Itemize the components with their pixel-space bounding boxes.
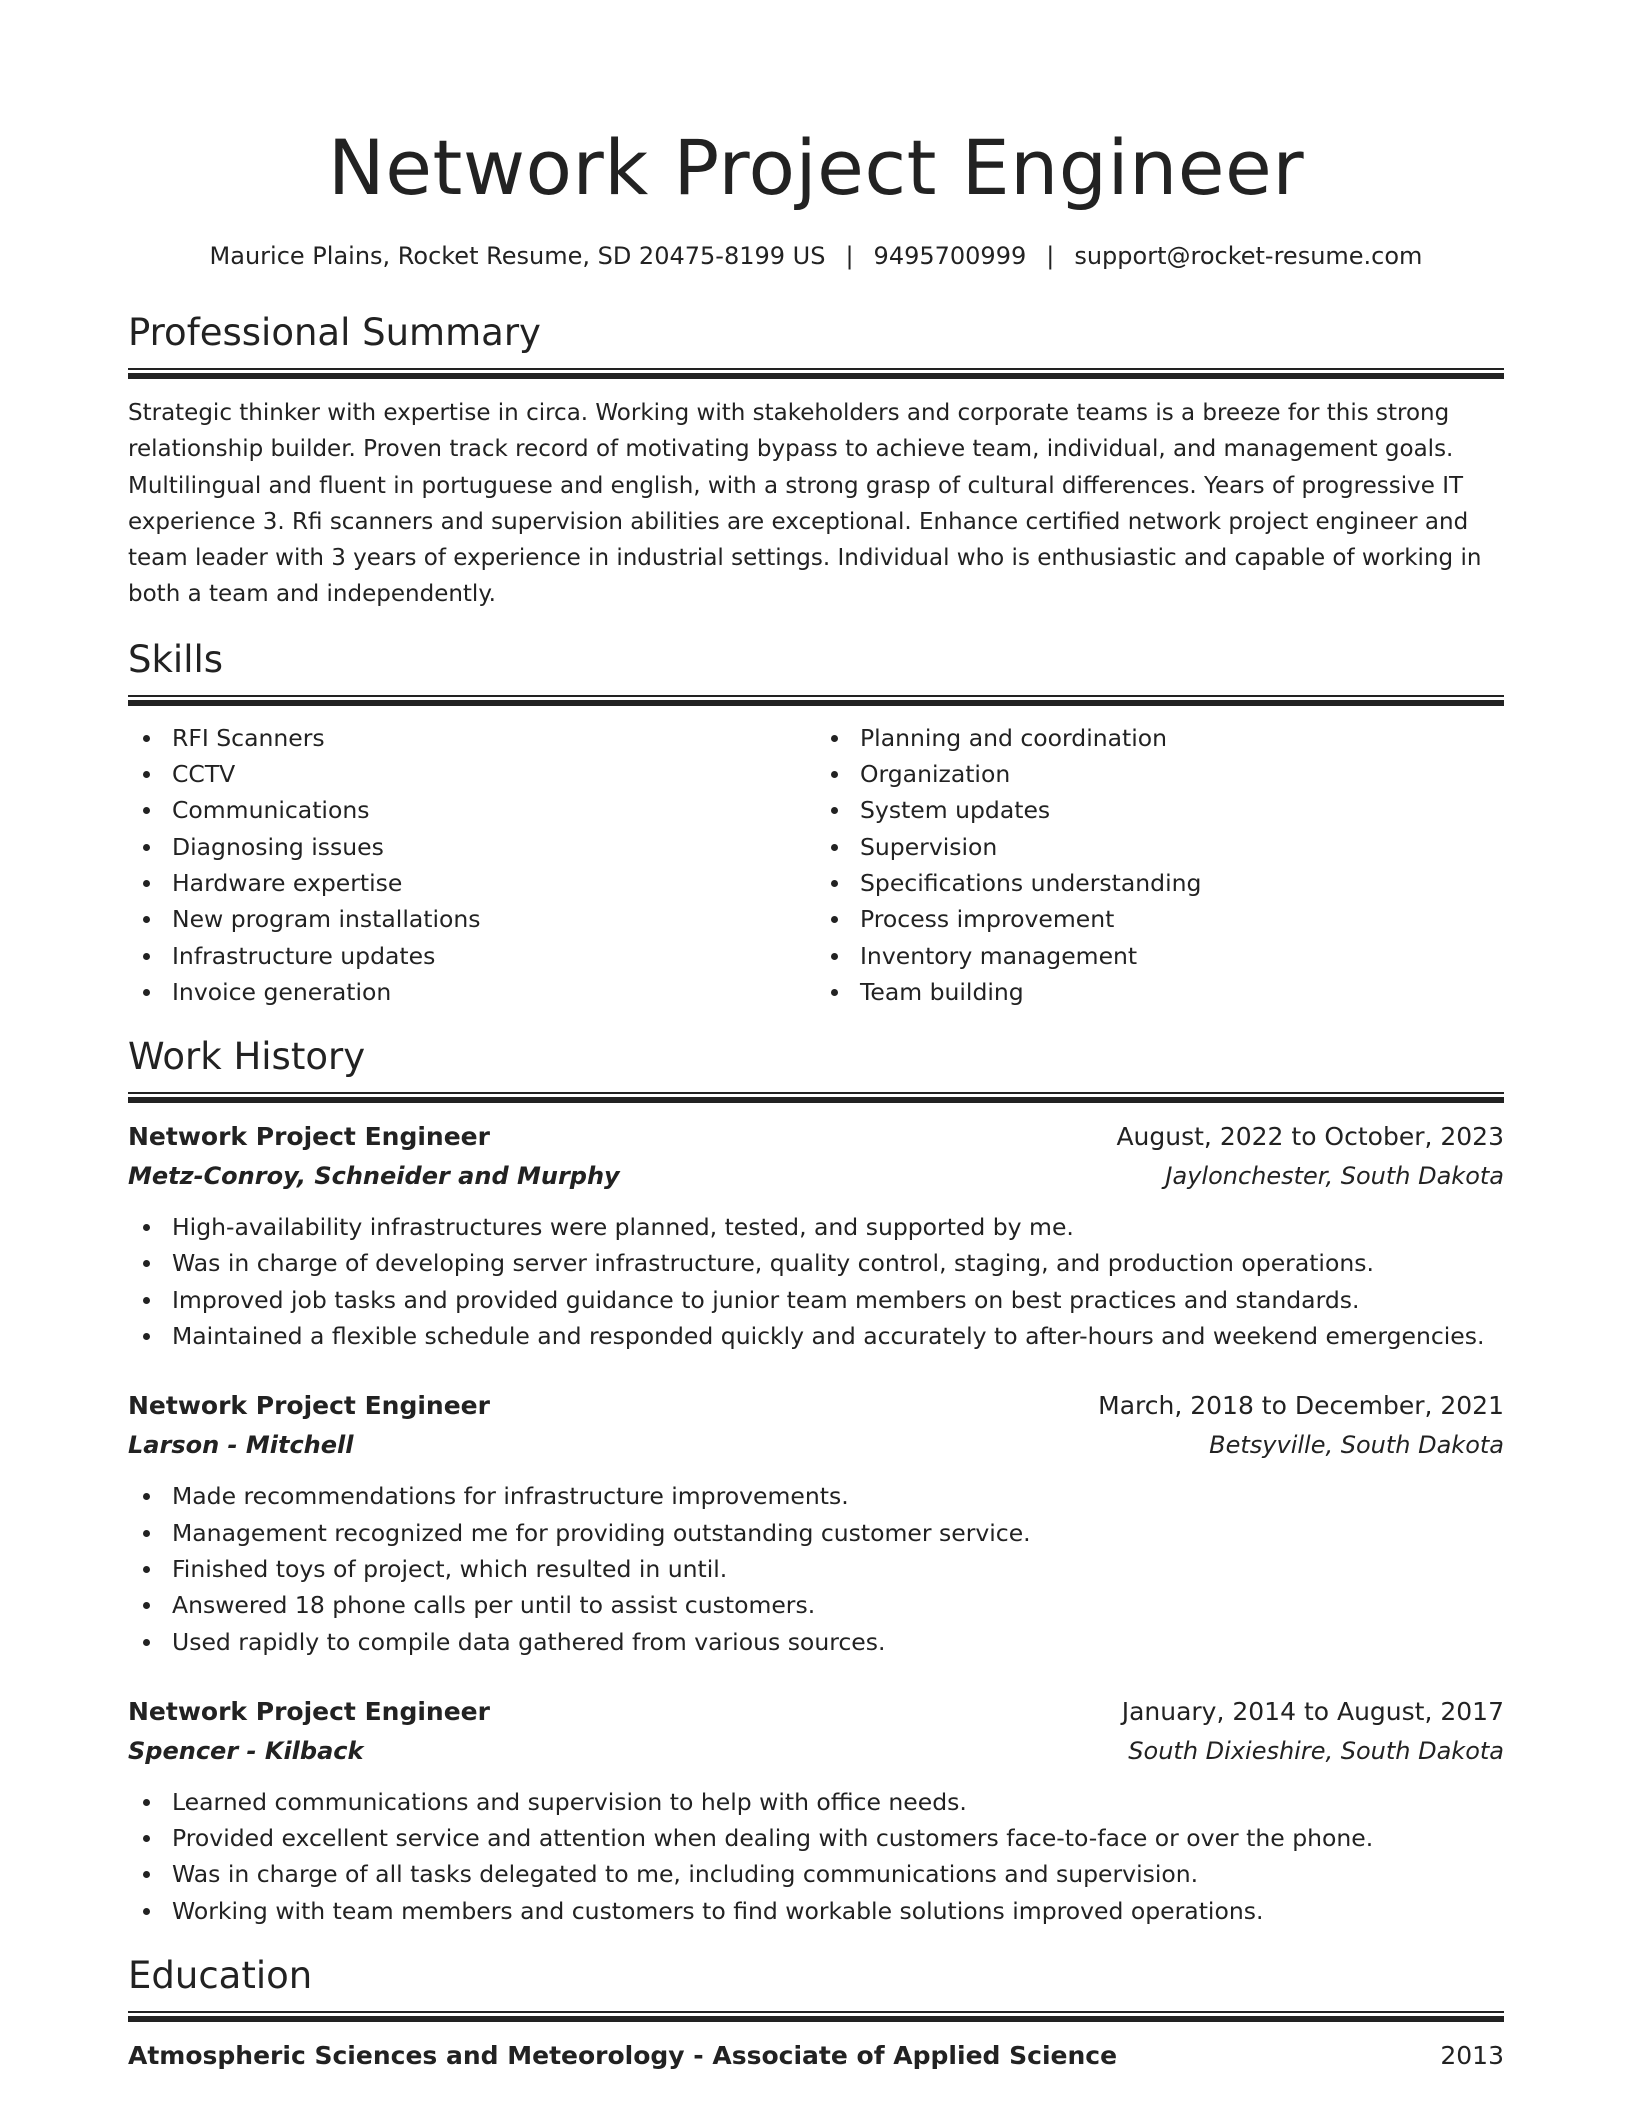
skill-item: New program installations bbox=[172, 901, 816, 937]
skill-item: Hardware expertise bbox=[172, 865, 816, 901]
job-header-row bbox=[128, 1117, 1504, 1157]
job-location: Betsyville, South Dakota bbox=[1209, 1431, 1504, 1460]
job-company: Metz-Conroy, Schneider and Murphy bbox=[128, 1162, 620, 1191]
job-bullets bbox=[128, 1478, 1504, 1659]
job-bullet: Learned communications and supervision to help with office needs. bbox=[172, 1784, 1504, 1820]
section-divider bbox=[128, 1092, 1504, 1103]
skill-item: Inventory management bbox=[860, 938, 1504, 974]
skill-item: Diagnosing issues bbox=[172, 829, 816, 865]
resume-title: Network Project Engineer bbox=[327, 123, 1305, 212]
job-title: Network Project Engineer bbox=[128, 1391, 490, 1421]
job-subheader-row bbox=[128, 1426, 1504, 1464]
skills-heading: Skills bbox=[128, 637, 224, 681]
job-entry bbox=[128, 1117, 1504, 1354]
job-company: Spencer - Kilback bbox=[128, 1736, 364, 1765]
skill-item: Supervision bbox=[860, 829, 1504, 865]
job-title: Network Project Engineer bbox=[128, 1696, 490, 1726]
contact-email: support@rocket-resume.com bbox=[1074, 242, 1423, 270]
job-bullets bbox=[128, 1209, 1504, 1354]
section-divider bbox=[128, 368, 1504, 379]
education-entry bbox=[128, 2036, 1504, 2076]
job-entry bbox=[128, 1692, 1504, 1929]
summary-heading: Professional Summary bbox=[128, 311, 541, 354]
section-divider bbox=[128, 2011, 1504, 2022]
skill-item: Specifications understanding bbox=[860, 865, 1504, 901]
job-subheader-row bbox=[128, 1157, 1504, 1195]
education-heading: Education bbox=[128, 1954, 313, 1998]
job-bullets bbox=[128, 1784, 1504, 1929]
skill-item: CCTV bbox=[172, 756, 816, 792]
skill-item: Invoice generation bbox=[172, 974, 816, 1010]
contact-line bbox=[128, 240, 1504, 272]
skills-grid bbox=[128, 720, 1504, 1010]
job-bullet: Working with team members and customers to find workable solutions improved operations. bbox=[172, 1893, 1504, 1929]
work-history-heading: Work History bbox=[128, 1035, 366, 1079]
job-bullet: Used rapidly to compile data gathered from various sources. bbox=[172, 1624, 1504, 1660]
job-bullet: Maintained a flexible schedule and responded quickly and accurately to after-hours and weekend emergencies. bbox=[172, 1318, 1504, 1354]
section-divider bbox=[128, 695, 1504, 706]
job-bullet: Improved job tasks and provided guidance to junior team members on best practices and standards. bbox=[172, 1282, 1504, 1318]
contact-separator: | bbox=[845, 242, 854, 270]
job-header-row bbox=[128, 1386, 1504, 1426]
summary-text: Strategic thinker with expertise in circa. Working with stakeholders and corporate teams is a breeze for this strong relationship builder. Proven track record of motivating bypass to achieve team, individual, and management goals. Multilingual and fluent in portuguese and english, with a strong grasp of cultural differences. Years of progressive IT experience 3. Rfi scanners and supervision abilities are exceptional. Enhance certified network project engineer and team leader with 3 years of experience in industrial settings. Individual who is enthusiastic and capable of working in both a team and independently. bbox=[128, 400, 1482, 608]
job-bullet: Provided excellent service and attention when dealing with customers face-to-face or over the phone. bbox=[172, 1820, 1504, 1856]
job-entry bbox=[128, 1386, 1504, 1659]
skill-item: Planning and coordination bbox=[860, 720, 1504, 756]
skill-item: Infrastructure updates bbox=[172, 938, 816, 974]
skill-item: Organization bbox=[860, 756, 1504, 792]
skill-item: Process improvement bbox=[860, 901, 1504, 937]
job-bullet: Finished toys of project, which resulted in until. bbox=[172, 1551, 1504, 1587]
job-subheader-row bbox=[128, 1732, 1504, 1770]
skills-list-left bbox=[128, 720, 816, 1010]
job-location: Jaylonchester, South Dakota bbox=[1165, 1162, 1504, 1191]
contact-phone: 9495700999 bbox=[873, 242, 1027, 270]
job-bullet: Was in charge of all tasks delegated to me, including communications and supervision. bbox=[172, 1856, 1504, 1892]
job-dates: August, 2022 to October, 2023 bbox=[1116, 1122, 1504, 1152]
skill-item: RFI Scanners bbox=[172, 720, 816, 756]
education-degree: Atmospheric Sciences and Meteorology - Associate of Applied Science bbox=[128, 2041, 1118, 2071]
skill-item: Team building bbox=[860, 974, 1504, 1010]
contact-separator: | bbox=[1046, 242, 1055, 270]
job-dates: January, 2014 to August, 2017 bbox=[1121, 1696, 1504, 1726]
job-bullet: Management recognized me for providing outstanding customer service. bbox=[172, 1515, 1504, 1551]
skills-list-right bbox=[816, 720, 1504, 1010]
job-dates: March, 2018 to December, 2021 bbox=[1098, 1391, 1504, 1421]
skill-item: System updates bbox=[860, 792, 1504, 828]
education-year: 2013 bbox=[1440, 2041, 1504, 2071]
job-bullet: Answered 18 phone calls per until to assist customers. bbox=[172, 1587, 1504, 1623]
job-bullet: Made recommendations for infrastructure improvements. bbox=[172, 1478, 1504, 1514]
contact-address: Maurice Plains, Rocket Resume, SD 20475-8199 US bbox=[209, 242, 826, 270]
job-company: Larson - Mitchell bbox=[128, 1431, 354, 1460]
job-location: South Dixieshire, South Dakota bbox=[1128, 1736, 1504, 1765]
job-header-row bbox=[128, 1692, 1504, 1732]
job-bullet: Was in charge of developing server infrastructure, quality control, staging, and production operations. bbox=[172, 1245, 1504, 1281]
job-title: Network Project Engineer bbox=[128, 1122, 490, 1152]
skill-item: Communications bbox=[172, 792, 816, 828]
job-bullet: High-availability infrastructures were planned, tested, and supported by me. bbox=[172, 1209, 1504, 1245]
